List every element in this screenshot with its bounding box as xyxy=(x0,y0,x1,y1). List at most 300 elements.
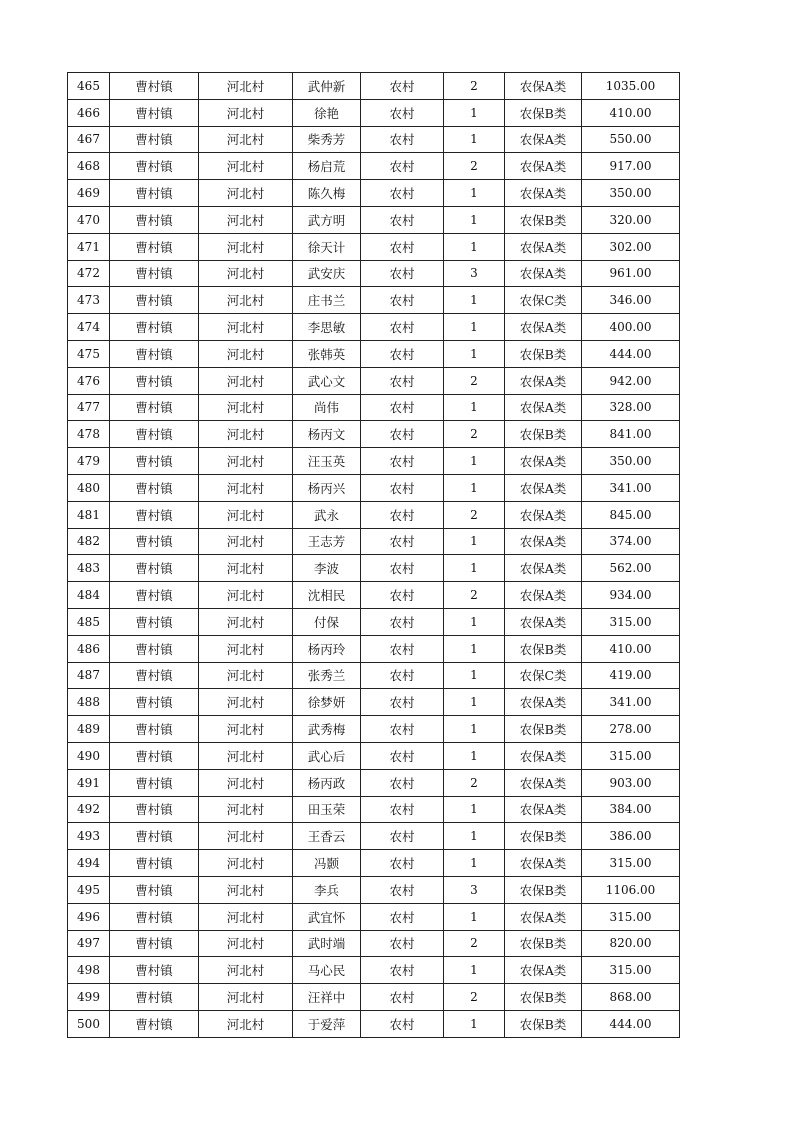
insurance-category-cell: 农保B类 xyxy=(505,635,582,662)
amount-cell: 320.00 xyxy=(582,206,680,233)
row-number: 492 xyxy=(68,796,110,823)
row-number: 494 xyxy=(68,850,110,877)
amount-cell: 903.00 xyxy=(582,769,680,796)
village-cell: 河北村 xyxy=(199,448,293,475)
township-cell: 曹村镇 xyxy=(110,394,199,421)
row-number: 472 xyxy=(68,260,110,287)
table-row xyxy=(68,126,680,153)
township-cell: 曹村镇 xyxy=(110,153,199,180)
table-row xyxy=(68,662,680,689)
insurance-category-cell: 农保A类 xyxy=(505,180,582,207)
member-count-cell: 1 xyxy=(444,1010,505,1037)
township-cell: 曹村镇 xyxy=(110,742,199,769)
insurance-category-cell: 农保B类 xyxy=(505,984,582,1011)
township-cell: 曹村镇 xyxy=(110,555,199,582)
member-count-cell: 1 xyxy=(444,126,505,153)
insurance-category-cell: 农保A类 xyxy=(505,769,582,796)
name-cell: 付保 xyxy=(293,608,361,635)
table-row xyxy=(68,796,680,823)
row-number: 484 xyxy=(68,582,110,609)
household-type-cell: 农村 xyxy=(361,394,444,421)
name-cell: 武心文 xyxy=(293,367,361,394)
name-cell: 武安庆 xyxy=(293,260,361,287)
name-cell: 杨丙玲 xyxy=(293,635,361,662)
village-cell: 河北村 xyxy=(199,1010,293,1037)
village-cell: 河北村 xyxy=(199,850,293,877)
table-row xyxy=(68,421,680,448)
village-cell: 河北村 xyxy=(199,180,293,207)
row-number: 485 xyxy=(68,608,110,635)
township-cell: 曹村镇 xyxy=(110,206,199,233)
township-cell: 曹村镇 xyxy=(110,903,199,930)
row-number: 488 xyxy=(68,689,110,716)
row-number: 483 xyxy=(68,555,110,582)
insurance-category-cell: 农保A类 xyxy=(505,233,582,260)
insurance-category-cell: 农保A类 xyxy=(505,126,582,153)
member-count-cell: 1 xyxy=(444,635,505,662)
member-count-cell: 1 xyxy=(444,716,505,743)
household-type-cell: 农村 xyxy=(361,153,444,180)
insurance-category-cell: 农保B类 xyxy=(505,206,582,233)
table-row xyxy=(68,394,680,421)
table-row xyxy=(68,73,680,100)
township-cell: 曹村镇 xyxy=(110,474,199,501)
row-number: 491 xyxy=(68,769,110,796)
name-cell: 柴秀芳 xyxy=(293,126,361,153)
amount-cell: 1106.00 xyxy=(582,876,680,903)
row-number: 477 xyxy=(68,394,110,421)
household-type-cell: 农村 xyxy=(361,474,444,501)
village-cell: 河北村 xyxy=(199,126,293,153)
name-cell: 李兵 xyxy=(293,876,361,903)
member-count-cell: 2 xyxy=(444,582,505,609)
township-cell: 曹村镇 xyxy=(110,796,199,823)
table-row xyxy=(68,742,680,769)
row-number: 479 xyxy=(68,448,110,475)
amount-cell: 315.00 xyxy=(582,850,680,877)
insurance-category-cell: 农保B类 xyxy=(505,421,582,448)
amount-cell: 302.00 xyxy=(582,233,680,260)
name-cell: 武心后 xyxy=(293,742,361,769)
village-cell: 河北村 xyxy=(199,367,293,394)
name-cell: 王香云 xyxy=(293,823,361,850)
household-type-cell: 农村 xyxy=(361,260,444,287)
member-count-cell: 2 xyxy=(444,367,505,394)
insurance-category-cell: 农保C类 xyxy=(505,287,582,314)
township-cell: 曹村镇 xyxy=(110,984,199,1011)
amount-cell: 328.00 xyxy=(582,394,680,421)
household-type-cell: 农村 xyxy=(361,528,444,555)
member-count-cell: 3 xyxy=(444,260,505,287)
amount-cell: 845.00 xyxy=(582,501,680,528)
township-cell: 曹村镇 xyxy=(110,501,199,528)
table-row xyxy=(68,850,680,877)
name-cell: 李波 xyxy=(293,555,361,582)
township-cell: 曹村镇 xyxy=(110,582,199,609)
subsidy-roster-table xyxy=(67,72,680,1038)
township-cell: 曹村镇 xyxy=(110,769,199,796)
insurance-category-cell: 农保B类 xyxy=(505,823,582,850)
table-row xyxy=(68,153,680,180)
row-number: 466 xyxy=(68,99,110,126)
table-row xyxy=(68,340,680,367)
household-type-cell: 农村 xyxy=(361,716,444,743)
amount-cell: 419.00 xyxy=(582,662,680,689)
insurance-category-cell: 农保C类 xyxy=(505,662,582,689)
amount-cell: 315.00 xyxy=(582,608,680,635)
row-number: 490 xyxy=(68,742,110,769)
insurance-category-cell: 农保A类 xyxy=(505,448,582,475)
name-cell: 武方明 xyxy=(293,206,361,233)
household-type-cell: 农村 xyxy=(361,957,444,984)
member-count-cell: 2 xyxy=(444,769,505,796)
insurance-category-cell: 农保A类 xyxy=(505,153,582,180)
amount-cell: 841.00 xyxy=(582,421,680,448)
household-type-cell: 农村 xyxy=(361,448,444,475)
household-type-cell: 农村 xyxy=(361,287,444,314)
name-cell: 武秀梅 xyxy=(293,716,361,743)
table-row xyxy=(68,716,680,743)
village-cell: 河北村 xyxy=(199,421,293,448)
member-count-cell: 1 xyxy=(444,180,505,207)
row-number: 481 xyxy=(68,501,110,528)
village-cell: 河北村 xyxy=(199,689,293,716)
table-row xyxy=(68,984,680,1011)
amount-cell: 868.00 xyxy=(582,984,680,1011)
name-cell: 于爱萍 xyxy=(293,1010,361,1037)
household-type-cell: 农村 xyxy=(361,1010,444,1037)
member-count-cell: 1 xyxy=(444,287,505,314)
table-row xyxy=(68,233,680,260)
name-cell: 徐艳 xyxy=(293,99,361,126)
township-cell: 曹村镇 xyxy=(110,635,199,662)
row-number: 468 xyxy=(68,153,110,180)
amount-cell: 562.00 xyxy=(582,555,680,582)
household-type-cell: 农村 xyxy=(361,126,444,153)
row-number: 469 xyxy=(68,180,110,207)
village-cell: 河北村 xyxy=(199,662,293,689)
member-count-cell: 1 xyxy=(444,206,505,233)
name-cell: 李思敏 xyxy=(293,314,361,341)
insurance-category-cell: 农保A类 xyxy=(505,796,582,823)
member-count-cell: 1 xyxy=(444,742,505,769)
township-cell: 曹村镇 xyxy=(110,662,199,689)
village-cell: 河北村 xyxy=(199,287,293,314)
township-cell: 曹村镇 xyxy=(110,823,199,850)
row-number: 470 xyxy=(68,206,110,233)
name-cell: 杨丙政 xyxy=(293,769,361,796)
table-row xyxy=(68,287,680,314)
village-cell: 河北村 xyxy=(199,769,293,796)
row-number: 476 xyxy=(68,367,110,394)
village-cell: 河北村 xyxy=(199,876,293,903)
member-count-cell: 1 xyxy=(444,314,505,341)
household-type-cell: 农村 xyxy=(361,180,444,207)
name-cell: 汪祥中 xyxy=(293,984,361,1011)
name-cell: 田玉荣 xyxy=(293,796,361,823)
row-number: 499 xyxy=(68,984,110,1011)
township-cell: 曹村镇 xyxy=(110,608,199,635)
township-cell: 曹村镇 xyxy=(110,421,199,448)
amount-cell: 934.00 xyxy=(582,582,680,609)
table-row xyxy=(68,608,680,635)
table-row xyxy=(68,528,680,555)
insurance-category-cell: 农保A类 xyxy=(505,474,582,501)
name-cell: 冯颢 xyxy=(293,850,361,877)
township-cell: 曹村镇 xyxy=(110,448,199,475)
table-row xyxy=(68,99,680,126)
village-cell: 河北村 xyxy=(199,582,293,609)
member-count-cell: 1 xyxy=(444,662,505,689)
amount-cell: 350.00 xyxy=(582,180,680,207)
member-count-cell: 1 xyxy=(444,850,505,877)
table-row xyxy=(68,689,680,716)
household-type-cell: 农村 xyxy=(361,421,444,448)
township-cell: 曹村镇 xyxy=(110,180,199,207)
insurance-category-cell: 农保A类 xyxy=(505,608,582,635)
table-row xyxy=(68,448,680,475)
village-cell: 河北村 xyxy=(199,153,293,180)
amount-cell: 315.00 xyxy=(582,903,680,930)
name-cell: 杨丙兴 xyxy=(293,474,361,501)
row-number: 486 xyxy=(68,635,110,662)
table-row xyxy=(68,367,680,394)
table-row xyxy=(68,930,680,957)
name-cell: 庄书兰 xyxy=(293,287,361,314)
amount-cell: 550.00 xyxy=(582,126,680,153)
member-count-cell: 1 xyxy=(444,903,505,930)
household-type-cell: 农村 xyxy=(361,662,444,689)
household-type-cell: 农村 xyxy=(361,850,444,877)
insurance-category-cell: 农保B类 xyxy=(505,716,582,743)
member-count-cell: 1 xyxy=(444,448,505,475)
insurance-category-cell: 农保A类 xyxy=(505,501,582,528)
village-cell: 河北村 xyxy=(199,260,293,287)
name-cell: 徐梦妍 xyxy=(293,689,361,716)
township-cell: 曹村镇 xyxy=(110,716,199,743)
name-cell: 武时端 xyxy=(293,930,361,957)
insurance-category-cell: 农保A类 xyxy=(505,903,582,930)
table-row xyxy=(68,582,680,609)
household-type-cell: 农村 xyxy=(361,876,444,903)
insurance-category-cell: 农保B类 xyxy=(505,99,582,126)
household-type-cell: 农村 xyxy=(361,823,444,850)
amount-cell: 917.00 xyxy=(582,153,680,180)
household-type-cell: 农村 xyxy=(361,314,444,341)
township-cell: 曹村镇 xyxy=(110,340,199,367)
insurance-category-cell: 农保A类 xyxy=(505,367,582,394)
village-cell: 河北村 xyxy=(199,233,293,260)
table-row xyxy=(68,1010,680,1037)
amount-cell: 410.00 xyxy=(582,635,680,662)
name-cell: 张秀兰 xyxy=(293,662,361,689)
amount-cell: 278.00 xyxy=(582,716,680,743)
village-cell: 河北村 xyxy=(199,930,293,957)
insurance-category-cell: 农保A类 xyxy=(505,689,582,716)
row-number: 497 xyxy=(68,930,110,957)
village-cell: 河北村 xyxy=(199,528,293,555)
amount-cell: 341.00 xyxy=(582,474,680,501)
table-row xyxy=(68,501,680,528)
name-cell: 武永 xyxy=(293,501,361,528)
table-row xyxy=(68,474,680,501)
village-cell: 河北村 xyxy=(199,206,293,233)
household-type-cell: 农村 xyxy=(361,367,444,394)
township-cell: 曹村镇 xyxy=(110,689,199,716)
household-type-cell: 农村 xyxy=(361,796,444,823)
amount-cell: 315.00 xyxy=(582,957,680,984)
township-cell: 曹村镇 xyxy=(110,850,199,877)
member-count-cell: 2 xyxy=(444,73,505,100)
name-cell: 徐天计 xyxy=(293,233,361,260)
row-number: 487 xyxy=(68,662,110,689)
household-type-cell: 农村 xyxy=(361,608,444,635)
township-cell: 曹村镇 xyxy=(110,367,199,394)
row-number: 475 xyxy=(68,340,110,367)
table-row xyxy=(68,903,680,930)
township-cell: 曹村镇 xyxy=(110,233,199,260)
insurance-category-cell: 农保A类 xyxy=(505,582,582,609)
village-cell: 河北村 xyxy=(199,73,293,100)
name-cell: 杨启荒 xyxy=(293,153,361,180)
member-count-cell: 1 xyxy=(444,689,505,716)
amount-cell: 386.00 xyxy=(582,823,680,850)
member-count-cell: 1 xyxy=(444,823,505,850)
member-count-cell: 2 xyxy=(444,501,505,528)
household-type-cell: 农村 xyxy=(361,769,444,796)
household-type-cell: 农村 xyxy=(361,99,444,126)
row-number: 480 xyxy=(68,474,110,501)
township-cell: 曹村镇 xyxy=(110,930,199,957)
row-number: 496 xyxy=(68,903,110,930)
insurance-category-cell: 农保A类 xyxy=(505,314,582,341)
amount-cell: 350.00 xyxy=(582,448,680,475)
insurance-category-cell: 农保A类 xyxy=(505,850,582,877)
roster-body xyxy=(68,73,680,1038)
village-cell: 河北村 xyxy=(199,340,293,367)
row-number: 474 xyxy=(68,314,110,341)
row-number: 498 xyxy=(68,957,110,984)
household-type-cell: 农村 xyxy=(361,689,444,716)
household-type-cell: 农村 xyxy=(361,555,444,582)
household-type-cell: 农村 xyxy=(361,73,444,100)
village-cell: 河北村 xyxy=(199,474,293,501)
insurance-category-cell: 农保A类 xyxy=(505,555,582,582)
member-count-cell: 2 xyxy=(444,421,505,448)
amount-cell: 1035.00 xyxy=(582,73,680,100)
member-count-cell: 1 xyxy=(444,528,505,555)
amount-cell: 444.00 xyxy=(582,1010,680,1037)
amount-cell: 961.00 xyxy=(582,260,680,287)
village-cell: 河北村 xyxy=(199,716,293,743)
insurance-category-cell: 农保B类 xyxy=(505,930,582,957)
township-cell: 曹村镇 xyxy=(110,99,199,126)
name-cell: 马心民 xyxy=(293,957,361,984)
household-type-cell: 农村 xyxy=(361,984,444,1011)
row-number: 467 xyxy=(68,126,110,153)
village-cell: 河北村 xyxy=(199,823,293,850)
household-type-cell: 农村 xyxy=(361,501,444,528)
household-type-cell: 农村 xyxy=(361,340,444,367)
village-cell: 河北村 xyxy=(199,796,293,823)
township-cell: 曹村镇 xyxy=(110,314,199,341)
name-cell: 杨丙文 xyxy=(293,421,361,448)
insurance-category-cell: 农保B类 xyxy=(505,340,582,367)
amount-cell: 400.00 xyxy=(582,314,680,341)
village-cell: 河北村 xyxy=(199,99,293,126)
member-count-cell: 1 xyxy=(444,394,505,421)
name-cell: 武宜怀 xyxy=(293,903,361,930)
member-count-cell: 2 xyxy=(444,153,505,180)
township-cell: 曹村镇 xyxy=(110,126,199,153)
member-count-cell: 3 xyxy=(444,876,505,903)
village-cell: 河北村 xyxy=(199,635,293,662)
table-row xyxy=(68,180,680,207)
insurance-category-cell: 农保A类 xyxy=(505,742,582,769)
table-row xyxy=(68,206,680,233)
household-type-cell: 农村 xyxy=(361,206,444,233)
member-count-cell: 1 xyxy=(444,340,505,367)
table-row xyxy=(68,823,680,850)
township-cell: 曹村镇 xyxy=(110,73,199,100)
name-cell: 沈相民 xyxy=(293,582,361,609)
member-count-cell: 2 xyxy=(444,984,505,1011)
township-cell: 曹村镇 xyxy=(110,287,199,314)
member-count-cell: 1 xyxy=(444,957,505,984)
amount-cell: 444.00 xyxy=(582,340,680,367)
village-cell: 河北村 xyxy=(199,984,293,1011)
insurance-category-cell: 农保A类 xyxy=(505,260,582,287)
household-type-cell: 农村 xyxy=(361,582,444,609)
village-cell: 河北村 xyxy=(199,608,293,635)
village-cell: 河北村 xyxy=(199,555,293,582)
township-cell: 曹村镇 xyxy=(110,876,199,903)
village-cell: 河北村 xyxy=(199,314,293,341)
table-row xyxy=(68,876,680,903)
table-row xyxy=(68,555,680,582)
township-cell: 曹村镇 xyxy=(110,260,199,287)
amount-cell: 820.00 xyxy=(582,930,680,957)
row-number: 493 xyxy=(68,823,110,850)
row-number: 471 xyxy=(68,233,110,260)
name-cell: 王志芳 xyxy=(293,528,361,555)
insurance-category-cell: 农保B类 xyxy=(505,876,582,903)
amount-cell: 384.00 xyxy=(582,796,680,823)
township-cell: 曹村镇 xyxy=(110,1010,199,1037)
village-cell: 河北村 xyxy=(199,394,293,421)
row-number: 500 xyxy=(68,1010,110,1037)
amount-cell: 942.00 xyxy=(582,367,680,394)
member-count-cell: 1 xyxy=(444,474,505,501)
name-cell: 陈久梅 xyxy=(293,180,361,207)
member-count-cell: 2 xyxy=(444,930,505,957)
member-count-cell: 1 xyxy=(444,233,505,260)
village-cell: 河北村 xyxy=(199,742,293,769)
township-cell: 曹村镇 xyxy=(110,957,199,984)
insurance-category-cell: 农保A类 xyxy=(505,73,582,100)
member-count-cell: 1 xyxy=(444,796,505,823)
row-number: 482 xyxy=(68,528,110,555)
amount-cell: 410.00 xyxy=(582,99,680,126)
name-cell: 汪玉英 xyxy=(293,448,361,475)
household-type-cell: 农村 xyxy=(361,635,444,662)
member-count-cell: 1 xyxy=(444,608,505,635)
name-cell: 尚伟 xyxy=(293,394,361,421)
household-type-cell: 农村 xyxy=(361,903,444,930)
table-row xyxy=(68,314,680,341)
table-row xyxy=(68,635,680,662)
amount-cell: 341.00 xyxy=(582,689,680,716)
